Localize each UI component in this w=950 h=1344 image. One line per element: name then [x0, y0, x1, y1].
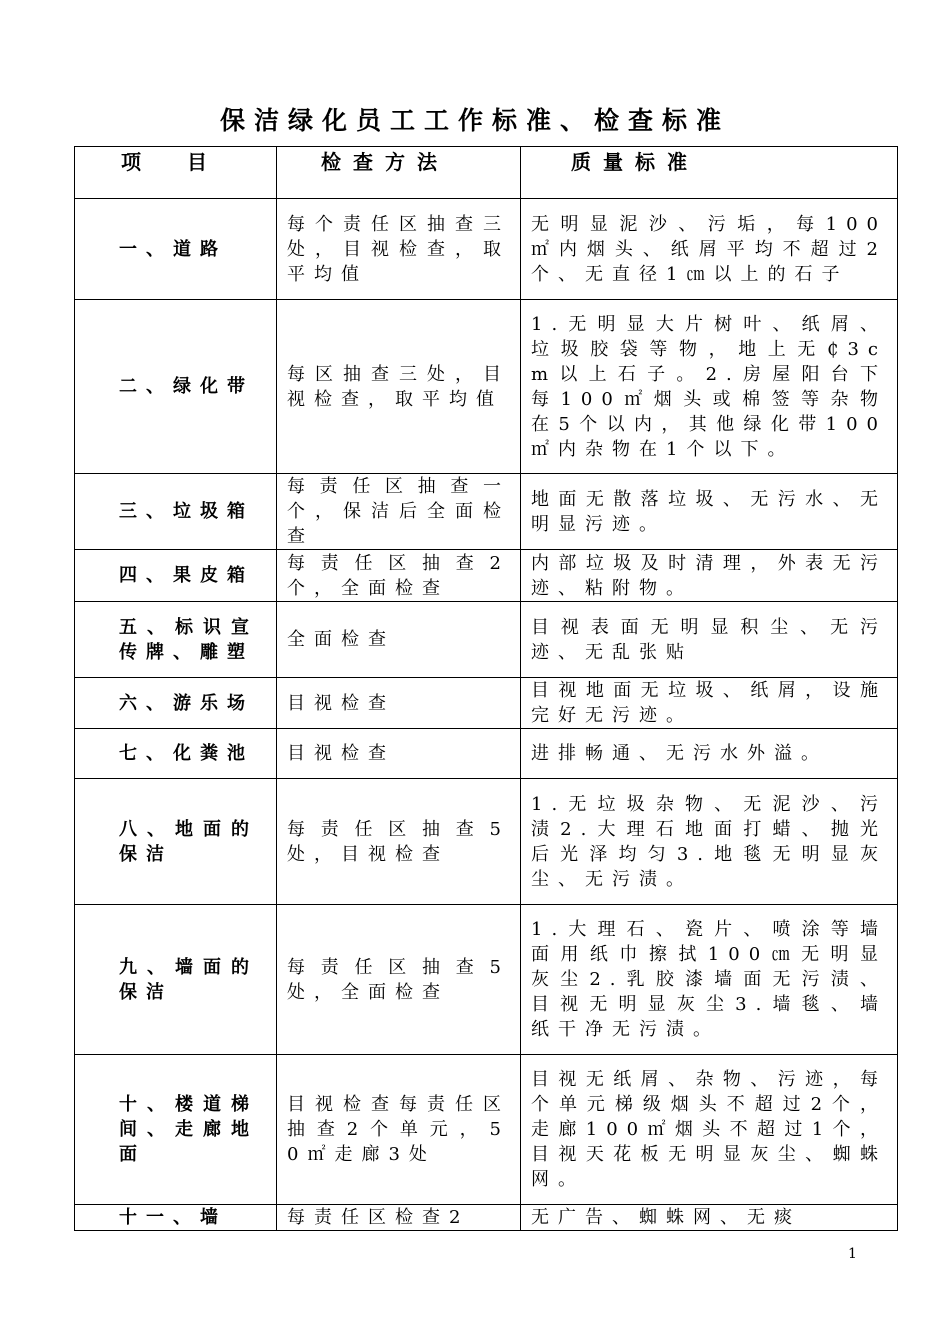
- row-standard: 1.无明显大片树叶、纸屑、垃圾胶袋等物，地上无₵3cm以上石子。2.房屋阳台下每100㎡烟头或棉签等杂物在5个以内，其他绿化带100㎡内杂物在1个以下。: [521, 300, 898, 474]
- row-item: 五、标识宣传牌、雕塑: [75, 602, 277, 678]
- table-row: [75, 779, 898, 905]
- row-item: 一、道路: [75, 199, 277, 300]
- row-method: 每责任区抽查5处，全面检查: [277, 905, 521, 1055]
- table-row: [75, 199, 898, 300]
- row-standard: 无明显泥沙、污垢，每100㎡内烟头、纸屑平均不超过2个、无直径1㎝以上的石子: [521, 199, 898, 300]
- row-method: 目视检查每责任区抽查2个单元，50㎡走廊3处: [277, 1055, 521, 1205]
- row-standard: 1.无垃圾杂物、无泥沙、污渍2.大理石地面打蜡、抛光后光泽均匀3.地毯无明显灰尘、无污渍。: [521, 779, 898, 905]
- row-standard: 内部垃圾及时清理，外表无污迹、粘附物。: [521, 550, 898, 602]
- row-item: 七、化粪池: [75, 729, 277, 779]
- row-item: 九、墙面的保洁: [75, 905, 277, 1055]
- row-method: 目视检查: [277, 678, 521, 729]
- table-row: [75, 602, 898, 678]
- table-row: [75, 678, 898, 729]
- row-standard: 无广告、蜘蛛网、无痰: [521, 1205, 898, 1231]
- row-method: 目视检查: [277, 729, 521, 779]
- row-standard: 目视地面无垃圾、纸屑，设施完好无污迹。: [521, 678, 898, 729]
- standards-table: [74, 146, 898, 1231]
- page-title: 保洁绿化员工工作标准、检查标准: [219, 106, 730, 135]
- row-method: 每区抽查三处，目视检查，取平均值: [277, 300, 521, 474]
- row-item: 十一、墙: [75, 1205, 277, 1231]
- row-method: 每责任区检查2: [277, 1205, 521, 1231]
- row-item: 四、果皮箱: [75, 550, 277, 602]
- row-standard: 进排畅通、无污水外溢。: [521, 729, 898, 779]
- row-item: 八、地面的保洁: [75, 779, 277, 905]
- table-row: [75, 729, 898, 779]
- header-item: 项目: [75, 147, 277, 199]
- table-row: [75, 1205, 898, 1231]
- table-row: [75, 1055, 898, 1205]
- row-method: 每责任区抽查2个，全面检查: [277, 550, 521, 602]
- row-method: 全面检查: [277, 602, 521, 678]
- table-row: [75, 300, 898, 474]
- header-method: 检查方法: [277, 147, 521, 199]
- row-item: 三、垃圾箱: [75, 474, 277, 550]
- table-row: [75, 905, 898, 1055]
- row-item: 二、绿化带: [75, 300, 277, 474]
- row-method: 每责任区抽查5处，目视检查: [277, 779, 521, 905]
- row-item: 六、游乐场: [75, 678, 277, 729]
- row-method: 每个责任区抽查三处，目视检查，取平均值: [277, 199, 521, 300]
- row-method: 每责任区抽查一个，保洁后全面检查: [277, 474, 521, 550]
- header-standard: 质量标准: [521, 147, 898, 199]
- row-standard: 1.大理石、瓷片、喷涂等墙面用纸巾擦拭100㎝无明显灰尘2.乳胶漆墙面无污渍、目视无明显灰尘3.墙毯、墙纸干净无污渍。: [521, 905, 898, 1055]
- table-header-row: [75, 147, 898, 199]
- table-row: [75, 550, 898, 602]
- table-row: [75, 474, 898, 550]
- row-standard: 地面无散落垃圾、无污水、无明显污迹。: [521, 474, 898, 550]
- page-number: 1: [848, 1246, 857, 1262]
- row-item: 十、楼道梯间、走廊地面: [75, 1055, 277, 1205]
- row-standard: 目视表面无明显积尘、无污迹、无乱张贴: [521, 602, 898, 678]
- row-standard: 目视无纸屑、杂物、污迹，每个单元梯级烟头不超过2个，走廊100㎡烟头不超过1个，目视天花板无明显灰尘、蜘蛛网。: [521, 1055, 898, 1205]
